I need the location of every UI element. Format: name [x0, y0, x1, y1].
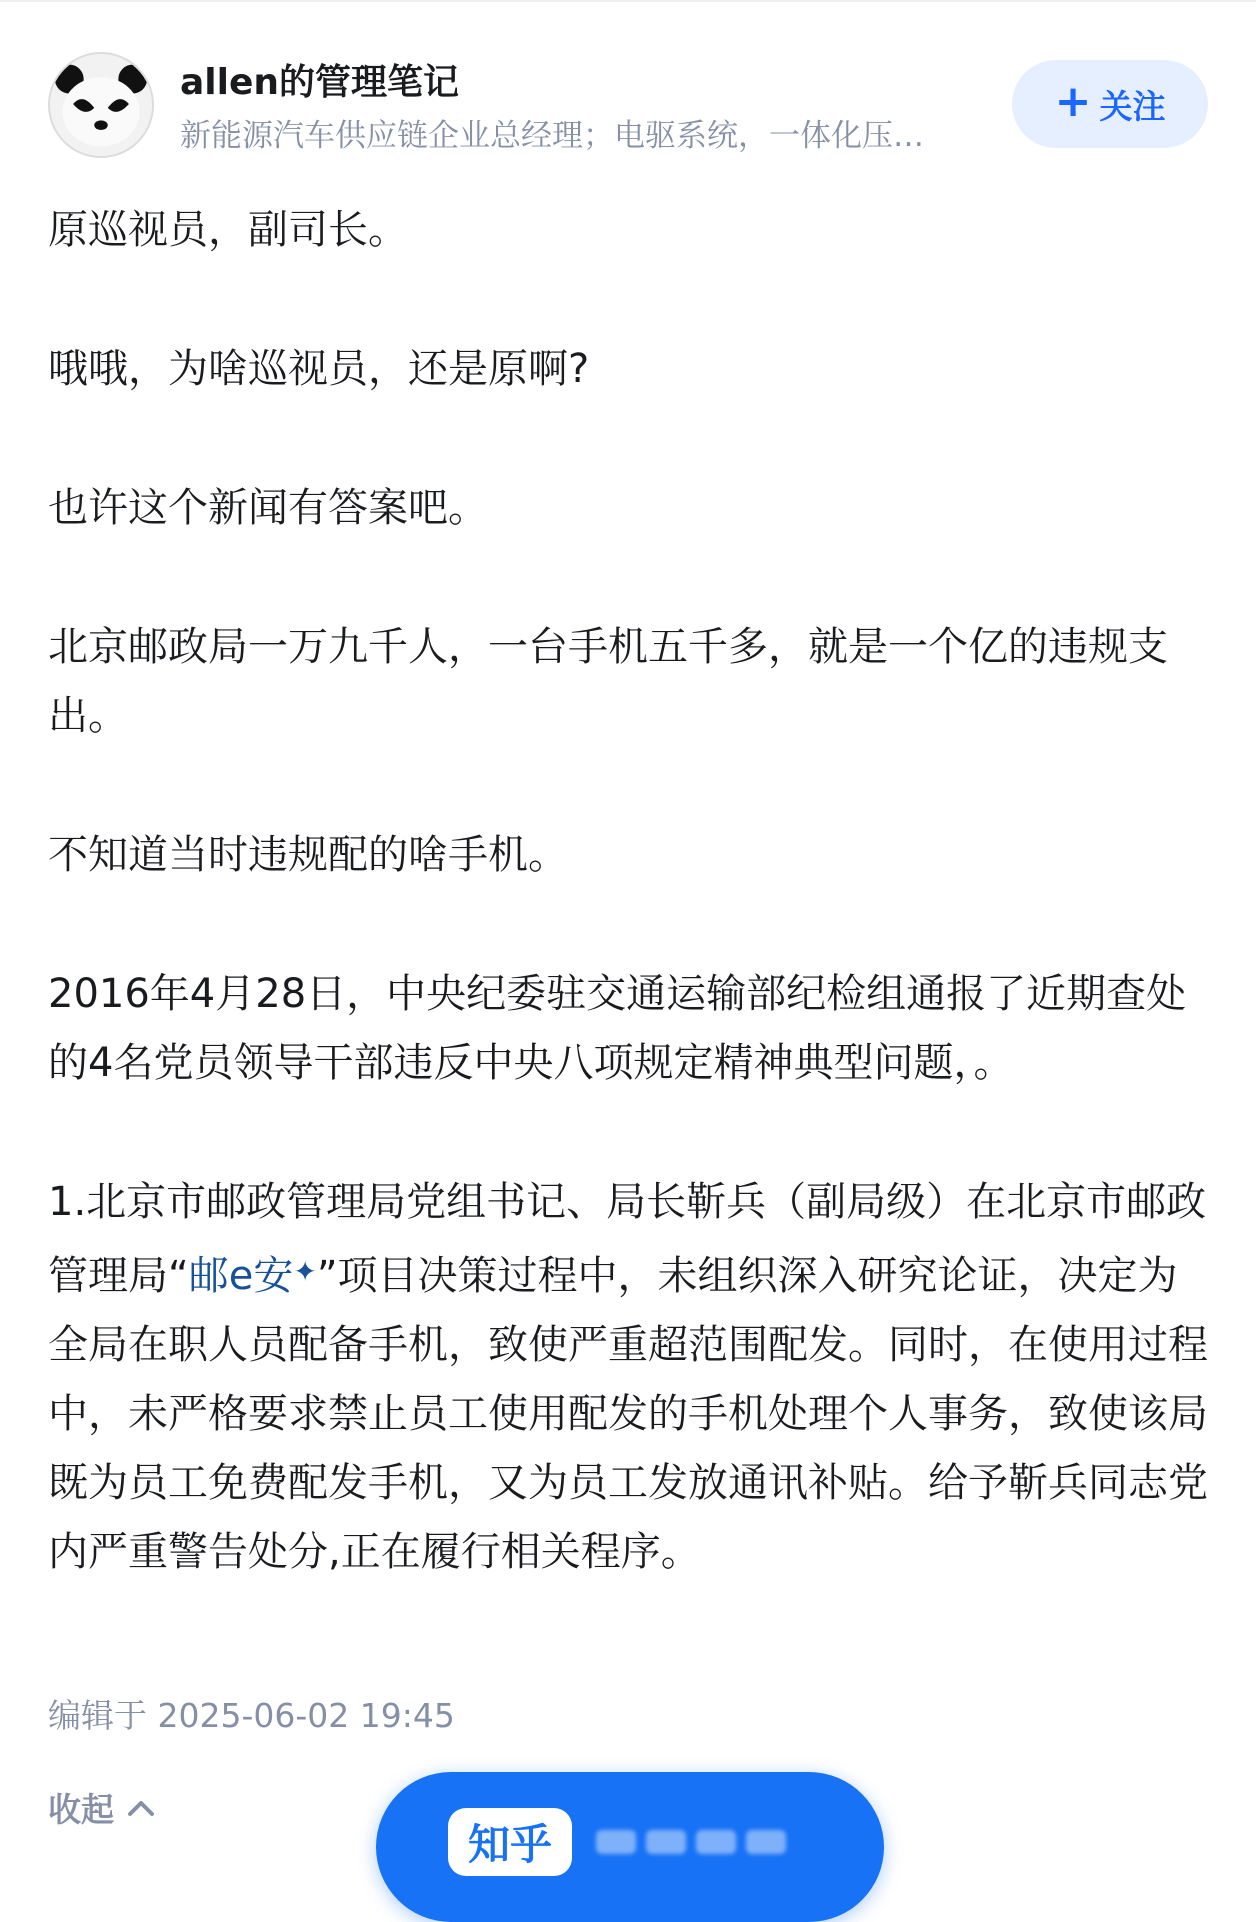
paragraph: 北京邮政局一万九千人，一台手机五千多，就是一个亿的违规支出。	[48, 624, 1168, 739]
search-link-label: 邮e安	[188, 1253, 294, 1299]
paragraph-item-1	[48, 1168, 1208, 1587]
paragraph: 哦哦，为啥巡视员，还是原啊?	[48, 346, 590, 392]
paragraph: 原巡视员，副司长。	[48, 207, 408, 253]
item1-text-after: ”项目决策过程中，未组织深入研究论证，决定为全局在职人员配备手机，致使严重超范围配发。同时，在使用过程中，未严格要求禁止员工使用配发的手机处理个人事务，致使该局既为员工免费配发手机，又为员工发放通讯补贴。给予靳兵同志党内严重警告处分,正在履行相关程序。	[48, 1253, 1208, 1575]
paragraph: 2016年4月28日，中央纪委驻交通运输部纪检组通报了近期查处的4名党员领导干部违反中央八项规定精神典型问题，。	[48, 971, 1187, 1086]
collapse-label: 收起	[48, 1790, 114, 1829]
panda-avatar-icon	[50, 54, 152, 156]
search-link-youean[interactable]	[189, 1253, 317, 1299]
answer-content	[48, 196, 1208, 1657]
plus-icon: +	[1054, 76, 1092, 127]
blurred-text-icon	[596, 1820, 796, 1864]
sparkle-icon: ✦	[293, 1255, 317, 1288]
edit-label: 编辑于	[48, 1696, 147, 1735]
paragraph: 不知道当时违规配的啥手机。	[48, 832, 568, 878]
zhihu-logo: 知乎	[448, 1808, 572, 1876]
chevron-up-icon	[126, 1793, 156, 1823]
edit-time-value: 2025-06-02 19:45	[157, 1696, 455, 1735]
top-divider	[0, 0, 1256, 2]
author-description: 新能源汽车供应链企业总经理；电驱系统，一体化压…	[180, 118, 924, 154]
avatar[interactable]	[48, 52, 154, 158]
paragraph: 也许这个新闻有答案吧。	[48, 485, 488, 531]
collapse-button[interactable]	[48, 1784, 156, 1831]
edit-timestamp	[48, 1690, 455, 1737]
author-name[interactable]: allen的管理笔记	[180, 62, 460, 103]
app-bar-blurred-text	[596, 1820, 796, 1864]
author-bar	[48, 48, 1208, 160]
follow-button[interactable]	[1012, 60, 1208, 148]
follow-label: 关注	[1099, 86, 1166, 126]
item1-text-before: 1.北京市邮政管理局党组书记、局长靳兵（副局级）在北京市邮政管理局“	[48, 1179, 1207, 1299]
open-app-bar[interactable]	[376, 1772, 884, 1922]
